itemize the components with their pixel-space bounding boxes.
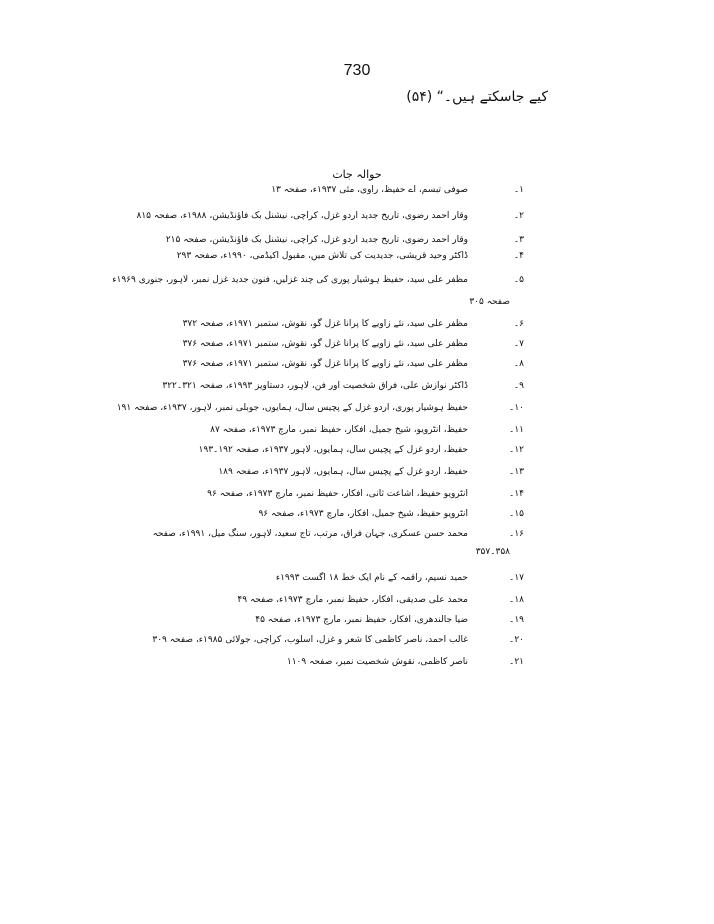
reference-text: انٹرویو حفیظ، شیخ جمیل، افکار، مارچ ۱۹۷۳ء، صفحہ ۹۶ [258, 509, 468, 519]
reference-text: مظفر علی سید، نئے زاویے کا پرانا غزل گو، نقوش، ستمبر ۱۹۷۱ء، صفحہ ۳۷۶ [182, 339, 468, 349]
reference-text: حفیظ، اردو غزل کے پچیس سال، ہمایوں، لاہور ۱۹۳۷ء، صفحہ ۱۹۲۔۱۹۳ [198, 445, 468, 455]
reference-number: ۱۰۔ [509, 403, 524, 413]
reference-text: محمد حسن عسکری، جہان فراق، مرتب، تاج سعید، لاہور، سنگ میل، ۱۹۹۱ء، صفحہ [152, 529, 468, 539]
reference-number: ۷۔ [513, 339, 524, 349]
reference-continuation: ۳۵۸۔۳۵۷ [475, 547, 510, 557]
reference-text: وقار احمد رضوی، تاریخ جدید اردو غزل، کراچی، نیشنل بک فاؤنڈیشن، ۱۹۸۸ء، صفحہ ۸۱۵ [136, 211, 468, 221]
reference-number: ۲۔ [513, 211, 524, 221]
page-number: 730 [343, 62, 371, 79]
reference-number: ۱۹۔ [509, 615, 524, 625]
reference-text: ضیا جالندھری، افکار، حفیظ نمبر، مارچ ۱۹۷۳ء، صفحہ ۴۵ [255, 615, 468, 625]
reference-text: انٹرویو حفیظ، اشاعت ثانی، افکار، حفیظ نمبر، مارچ ۱۹۷۳ء، صفحہ ۹۶ [207, 489, 468, 499]
intro-text-line: کیے جاسکتے ہیں۔“ (۵۴) [406, 89, 548, 105]
reference-text: مظفر علی سید، حفیظ ہوشیار پوری کی چند غزلیں، فنون جدید غزل نمبر، لاہور، جنوری ۱۹۶۹ء [112, 275, 468, 285]
reference-number: ۱۷۔ [509, 573, 524, 583]
reference-text: ناصر کاظمی، نقوش شخصیت نمبر، صفحہ ۱۱۰۹ [286, 657, 468, 667]
reference-number: ۱۳۔ [509, 467, 524, 477]
reference-number: ۶۔ [513, 319, 524, 329]
reference-number: ۱۔ [513, 185, 524, 195]
reference-number: ۸۔ [513, 359, 524, 369]
reference-number: ۵۔ [513, 275, 524, 285]
reference-text: حفیظ ہوشیار پوری، اردو غزل کے پچیس سال، ہمایوں، جوبلی نمبر، لاہور، ۱۹۳۷ء، صفحہ ۱۹۱ [116, 403, 468, 413]
reference-text: وقار احمد رضوی، تاریخ جدید اردو غزل، کراچی، نیشنل بک فاؤنڈیشن، صفحہ ۲۱۵ [165, 235, 468, 245]
reference-number: ۱۴۔ [509, 489, 524, 499]
reference-text: محمد علی صدیقی، افکار، حفیظ نمبر، مارچ ۱۹۷۳ء، صفحہ ۴۹ [237, 595, 468, 605]
reference-number: ۱۶۔ [509, 529, 524, 539]
reference-number: ۱۵۔ [509, 509, 524, 519]
reference-text: ڈاکٹر نوازش علی، فراق شخصیت اور فن، لاہور، دستاویز ۱۹۹۳ء، صفحہ ۳۲۱۔۳۲۲ [162, 381, 468, 391]
reference-number: ۴۔ [513, 251, 524, 261]
reference-text: حمید نسیم، راقمہ کے نام ایک خط ۱۸ اگست ۱۹۹۳ء [275, 573, 468, 583]
reference-text: مظفر علی سید، نئے زاویے کا پرانا غزل گو، نقوش، ستمبر ۱۹۷۱ء، صفحہ ۳۷۶ [182, 359, 468, 369]
reference-number: ۹۔ [513, 381, 524, 391]
reference-number: ۱۱۔ [509, 425, 524, 435]
reference-number: ۱۸۔ [509, 595, 524, 605]
reference-number: ۲۰۔ [509, 635, 524, 645]
reference-text: صوفی تبسم، اے حفیظ، راوی، مئی ۱۹۳۷ء، صفحہ ۱۳ [271, 185, 468, 195]
reference-text: حفیظ، انٹرویو، شیخ جمیل، افکار، حفیظ نمبر، مارچ ۱۹۷۳ء، صفحہ ۸۷ [210, 425, 468, 435]
reference-continuation: صفحہ ۳۰۵ [469, 297, 510, 307]
reference-number: ۳۔ [513, 235, 524, 245]
reference-text: مظفر علی سید، نئے زاویے کا پرانا غزل گو، نقوش، ستمبر ۱۹۷۱ء، صفحہ ۳۷۲ [182, 319, 468, 329]
reference-text: غالب احمد، ناصر کاظمی کا شعر و غزل، اسلوب، کراچی، جولائی ۱۹۸۵ء، صفحہ ۳۰۹ [152, 635, 468, 645]
reference-text: ڈاکٹر وحید قریشی، جدیدیت کی تلاش میں، مقبول اکیڈمی، ۱۹۹۰ء، صفحہ ۲۹۳ [176, 251, 468, 261]
reference-text: حفیظ، اردو غزل کے پچیس سال، ہمایوں، لاہور ۱۹۳۷ء، صفحہ ۱۸۹ [218, 467, 468, 477]
reference-number: ۱۲۔ [509, 445, 524, 455]
reference-number: ۲۱۔ [509, 657, 524, 667]
references-heading: حوالہ جات [332, 168, 382, 181]
